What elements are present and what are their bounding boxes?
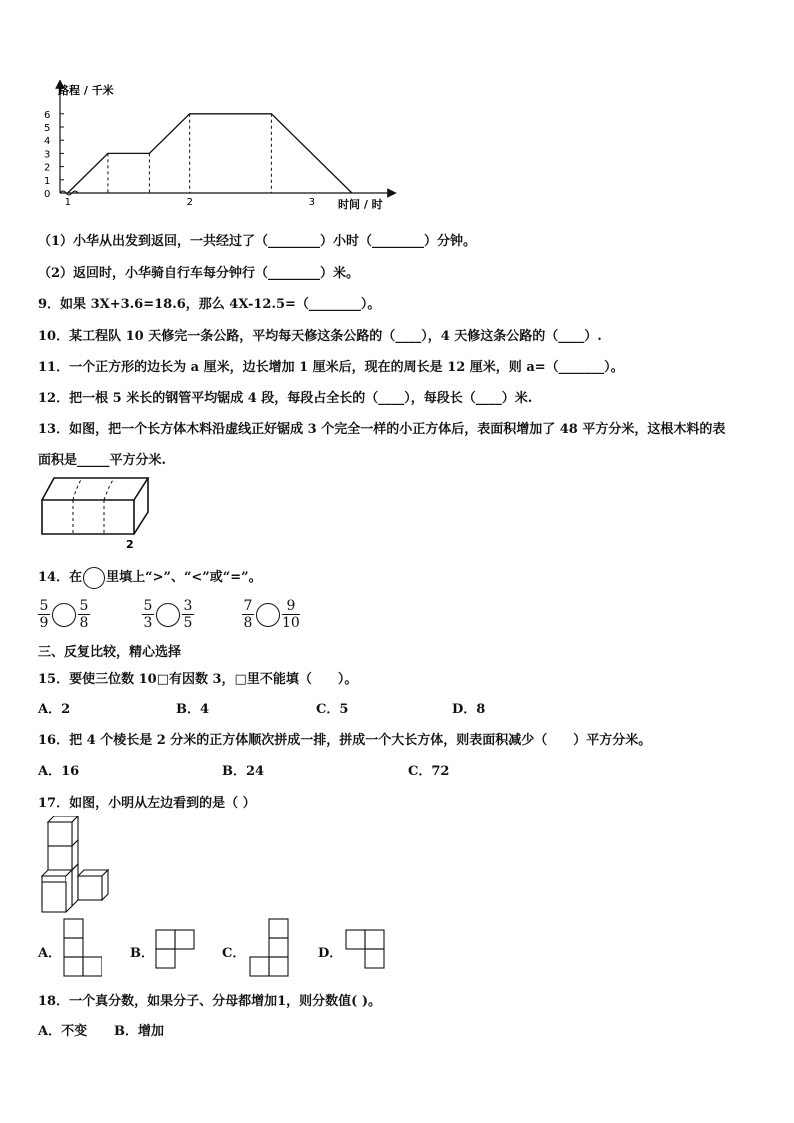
x-tick-label: 1 bbox=[64, 197, 72, 208]
cuboid-top bbox=[42, 478, 148, 500]
cut-line-2 bbox=[104, 478, 114, 534]
q18: 18．一个真分数，如果分子、分母都增加1，则分数值( )。 bbox=[38, 994, 381, 1009]
q14-prefix: 14．在 bbox=[38, 570, 83, 585]
numerator: 5 bbox=[79, 598, 89, 614]
q13-line1: 13．如图，把一个长方体木料沿虚线正好锯成 3 个完全一样的小正方体后，表面积增加了 48 平方分米，这根木料的表 bbox=[38, 422, 726, 437]
q15-option-c[interactable]: C．5 bbox=[316, 702, 349, 717]
stacked-cubes-figure bbox=[38, 816, 118, 916]
right-fraction bbox=[182, 598, 194, 631]
q18-option-a[interactable]: A．不变 bbox=[38, 1024, 88, 1039]
denominator: 8 bbox=[79, 615, 89, 631]
q17-option-d[interactable]: D． bbox=[318, 946, 343, 961]
section-3-heading: 三、反复比较，精心选择 bbox=[38, 645, 182, 660]
q18-options bbox=[38, 1020, 164, 1039]
cuboid-figure bbox=[38, 472, 168, 552]
cut-line-1 bbox=[73, 478, 82, 534]
answer-circle-icon[interactable] bbox=[156, 603, 180, 627]
q16-option-a[interactable]: A．16 bbox=[38, 764, 80, 779]
q12: 12．把一根 5 米长的钢管平均锯成 4 段，每段占全长的（____），每段长（____）米. bbox=[38, 391, 533, 406]
numerator: 5 bbox=[39, 598, 49, 614]
q16-options bbox=[38, 760, 449, 779]
q17-option-b[interactable]: B． bbox=[130, 946, 154, 961]
answer-circle-icon[interactable] bbox=[256, 603, 280, 627]
distance-time-chart bbox=[40, 80, 440, 210]
cuboid-dimension-label: 2 bbox=[126, 538, 134, 551]
q10: 10．某工程队 10 天修完一条公路，平均每天修这条公路的（____），4 天修这条公路的（____）. bbox=[38, 329, 602, 344]
answer-circle-icon[interactable] bbox=[52, 603, 76, 627]
q16-option-c[interactable]: C．72 bbox=[408, 764, 450, 779]
y-tick-label: 0 bbox=[44, 189, 51, 200]
fraction-comparison-3 bbox=[242, 598, 300, 631]
y-tick-label: 5 bbox=[44, 123, 51, 134]
q15: 15．要使三位数 10□有因数 3，□里不能填（ ）。 bbox=[38, 672, 358, 687]
q17-option-a[interactable]: A． bbox=[38, 946, 62, 961]
denominator: 9 bbox=[39, 615, 49, 631]
q17-option-d-figure bbox=[344, 928, 386, 972]
q8-part2: （2）返回时，小华骑自行车每分钟行（________）米。 bbox=[38, 266, 360, 281]
numerator: 9 bbox=[286, 598, 296, 614]
q17: 17．如图，小明从左边看到的是（ ） bbox=[38, 796, 256, 811]
right-fraction bbox=[78, 598, 90, 631]
fraction-comparison-2 bbox=[142, 598, 194, 631]
q15-option-d[interactable]: D．8 bbox=[452, 702, 486, 717]
y-tick-label: 4 bbox=[44, 136, 51, 148]
comparison-circle-icon bbox=[83, 567, 105, 589]
q15-option-a[interactable]: A．2 bbox=[38, 702, 71, 717]
denominator: 10 bbox=[282, 615, 300, 631]
y-tick-label: 3 bbox=[44, 149, 51, 161]
numerator: 5 bbox=[143, 598, 153, 614]
fraction-comparison-1 bbox=[38, 598, 90, 631]
left-fraction bbox=[242, 598, 254, 631]
cuboid-side bbox=[134, 478, 148, 534]
q9: 9．如果 3X+3.6=18.6，那么 4X-12.5=（________）。 bbox=[38, 297, 381, 312]
q15-options bbox=[38, 698, 485, 717]
q8-part1: （1）小华从出发到返回，一共经过了（________）小时（________）分钟。 bbox=[38, 234, 477, 249]
q15-option-b[interactable]: B．4 bbox=[176, 702, 210, 717]
q13-line2: 面积是_____平方分米. bbox=[38, 453, 167, 468]
q17-option-c-figure bbox=[248, 917, 290, 979]
q14 bbox=[38, 566, 262, 589]
x-axis-label: 时间 / 时 bbox=[338, 198, 383, 210]
numerator: 3 bbox=[183, 598, 193, 614]
q16-option-b[interactable]: B．24 bbox=[222, 764, 265, 779]
denominator: 5 bbox=[183, 615, 193, 631]
q11: 11．一个正方形的边长为 a 厘米，边长增加 1 厘米后，现在的周长是 12 厘米，则 a=（_______）。 bbox=[38, 360, 624, 375]
left-fraction bbox=[38, 598, 50, 631]
series-line bbox=[68, 114, 352, 193]
q17-option-b-figure bbox=[154, 928, 196, 972]
denominator: 8 bbox=[243, 615, 253, 631]
right-fraction bbox=[282, 598, 300, 631]
q16: 16．把 4 个棱长是 2 分米的正方体顺次拼成一排，拼成一个大长方体，则表面积减少（ ）平方分米。 bbox=[38, 733, 652, 748]
y-axis-label: 路程 / 千米 bbox=[58, 84, 114, 97]
x-tick-label: 3 bbox=[308, 197, 316, 208]
left-fraction bbox=[142, 598, 154, 631]
cuboid-front bbox=[42, 500, 134, 534]
q14-suffix: 里填上“>”、“<”或“=”。 bbox=[106, 570, 262, 585]
q17-option-a-figure bbox=[62, 917, 102, 979]
q17-option-c[interactable]: C． bbox=[222, 946, 246, 961]
q18-option-b[interactable]: B．增加 bbox=[114, 1024, 164, 1039]
y-tick-label: 1 bbox=[44, 175, 51, 187]
numerator: 7 bbox=[243, 598, 253, 614]
y-tick-label: 6 bbox=[44, 109, 51, 121]
y-tick-label: 2 bbox=[44, 162, 51, 174]
x-tick-label: 2 bbox=[186, 197, 194, 208]
denominator: 3 bbox=[143, 615, 153, 631]
